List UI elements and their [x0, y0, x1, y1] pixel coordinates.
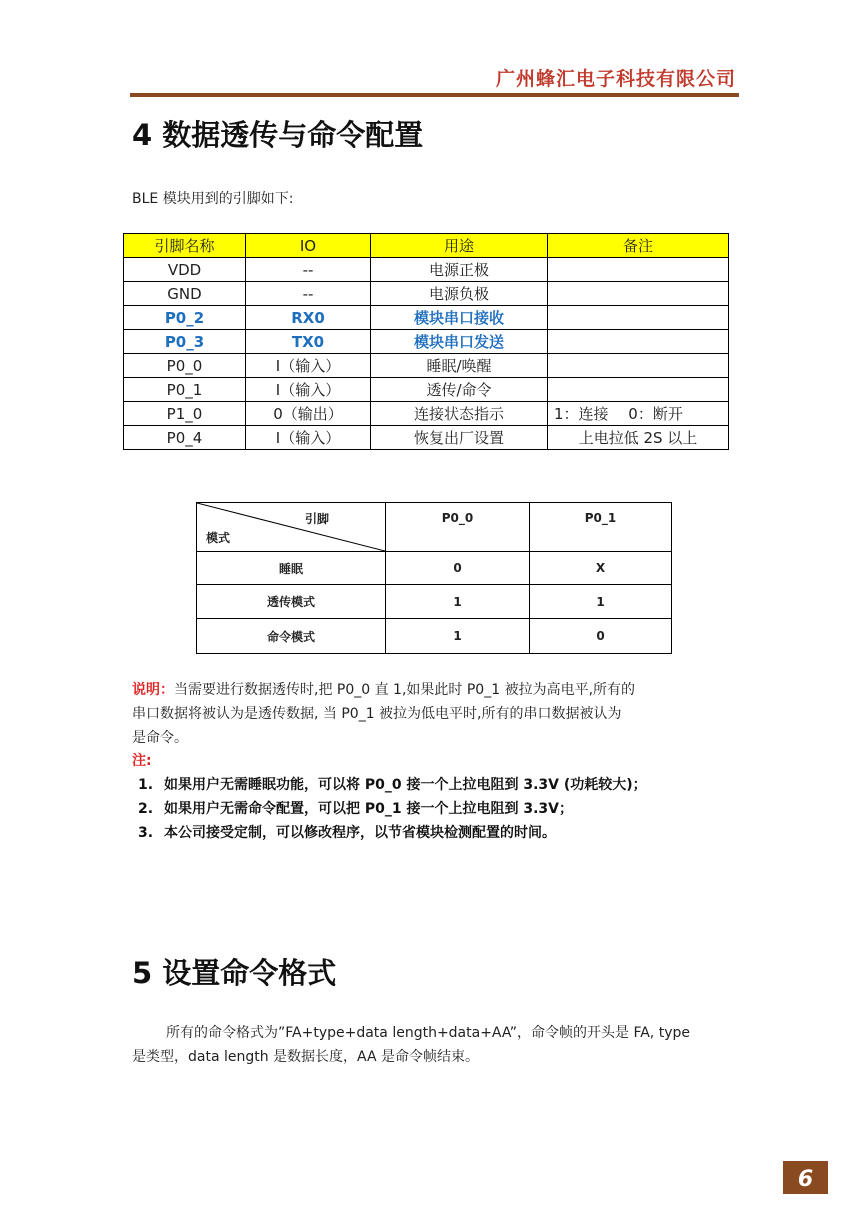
table-cell: P0_3 [124, 330, 246, 354]
table-cell: RX0 [246, 306, 371, 330]
table-cell: -- [246, 258, 371, 282]
explanation-line: 是命令。 [132, 730, 188, 746]
table-cell: 电源负极 [371, 282, 548, 306]
table-cell: P0_4 [124, 426, 246, 450]
section-4-title: 4 数据透传与命令配置 [132, 118, 424, 152]
table-row [124, 426, 729, 450]
pin-table [123, 233, 729, 450]
table-cell: P0_2 [124, 306, 246, 330]
table-row [124, 354, 729, 378]
company-name: 广州蜂汇电子科技有限公司 [495, 68, 736, 90]
header-cell: P0_0 [386, 503, 530, 552]
table-row [197, 585, 672, 619]
note-item-3 [138, 822, 556, 842]
table-row [124, 306, 729, 330]
table-row [124, 282, 729, 306]
table-cell: P0_1 [124, 378, 246, 402]
table-cell: 1 [530, 585, 672, 619]
header-cell: 用途 [371, 234, 548, 258]
table-cell: 0 [386, 552, 530, 585]
table-cell: 恢复出厂设置 [371, 426, 548, 450]
table-cell [548, 378, 729, 402]
table-cell: I（输入） [246, 426, 371, 450]
header-rule [130, 93, 739, 97]
paragraph-line: 是类型，data length 是数据长度，AA 是命令帧结束。 [132, 1049, 480, 1065]
table-cell: 1：连接 0：断开 [548, 402, 729, 426]
pin-intro: BLE 模块用到的引脚如下: [132, 191, 294, 207]
table-cell: P0_0 [124, 354, 246, 378]
table-cell [548, 306, 729, 330]
note-number: 2. [138, 801, 154, 817]
note-text: 如果用户无需命令配置，可以把 P0_1 接一个上拉电阻到 3.3V； [164, 801, 573, 817]
table-cell: 连接状态指示 [371, 402, 548, 426]
note-text: 如果用户无需睡眠功能，可以将 P0_0 接一个上拉电阻到 3.3V (功耗较大)； [164, 777, 647, 793]
section-5-title: 5 设置命令格式 [132, 956, 337, 990]
table-cell: P1_0 [124, 402, 246, 426]
table-cell: TX0 [246, 330, 371, 354]
table-cell: I（输入） [246, 378, 371, 402]
table-row [124, 402, 729, 426]
table-cell: 模块串口接收 [371, 306, 548, 330]
table-row [197, 619, 672, 654]
table-cell: GND [124, 282, 246, 306]
table-cell [548, 354, 729, 378]
table-cell [548, 258, 729, 282]
pin-table-header [124, 234, 729, 258]
table-cell: 睡眠 [197, 552, 386, 585]
table-cell: 上电拉低 2S 以上 [548, 426, 729, 450]
table-cell: 电源正极 [371, 258, 548, 282]
table-cell: X [530, 552, 672, 585]
table-cell: 0 [530, 619, 672, 654]
table-cell: 1 [386, 585, 530, 619]
header-cell: IO [246, 234, 371, 258]
note-label: 注: [132, 753, 152, 769]
note-item-2 [138, 798, 573, 818]
table-cell: 透传/命令 [371, 378, 548, 402]
table-row [124, 330, 729, 354]
table-cell: I（输入） [246, 354, 371, 378]
corner-label-mode: 模式 [206, 531, 231, 545]
table-cell: 模块串口发送 [371, 330, 548, 354]
mode-table-header [197, 503, 672, 552]
table-cell: 透传模式 [197, 585, 386, 619]
table-cell [548, 282, 729, 306]
note-item-1 [138, 774, 647, 794]
explanation-label: 说明： [132, 682, 174, 698]
explanation-text: 当需要进行数据透传时,把 P0_0 直 1,如果此时 P0_1 被拉为高电平,所有的 [174, 682, 636, 698]
table-cell: VDD [124, 258, 246, 282]
paragraph-line: 所有的命令格式为”FA+type+data length+data+AA”，命令帧的开头是 FA, type [166, 1025, 690, 1041]
note-number: 1. [138, 777, 154, 793]
page-number: 6 [783, 1161, 828, 1194]
note-text: 本公司接受定制，可以修改程序，以节省模块检测配置的时间。 [164, 825, 556, 841]
table-cell: -- [246, 282, 371, 306]
explanation-line: 串口数据将被认为是透传数据, 当 P0_1 被拉为低电平时,所有的串口数据被认为 [132, 706, 622, 722]
corner-label-pin: 引脚 [304, 512, 329, 526]
explanation [132, 678, 742, 750]
header-cell: 引脚名称 [124, 234, 246, 258]
note-number: 3. [138, 825, 154, 841]
table-cell: 睡眠/唤醒 [371, 354, 548, 378]
table-cell: 命令模式 [197, 619, 386, 654]
command-format-paragraph [132, 1021, 742, 1069]
table-cell: 0（输出） [246, 402, 371, 426]
explanation-line [132, 678, 742, 702]
table-row [197, 552, 672, 585]
table-row [124, 378, 729, 402]
header-cell: 备注 [548, 234, 729, 258]
table-cell: 1 [386, 619, 530, 654]
header-cell: P0_1 [530, 503, 672, 552]
corner-cell [197, 503, 386, 552]
table-cell [548, 330, 729, 354]
table-row [124, 258, 729, 282]
mode-table [196, 502, 672, 654]
